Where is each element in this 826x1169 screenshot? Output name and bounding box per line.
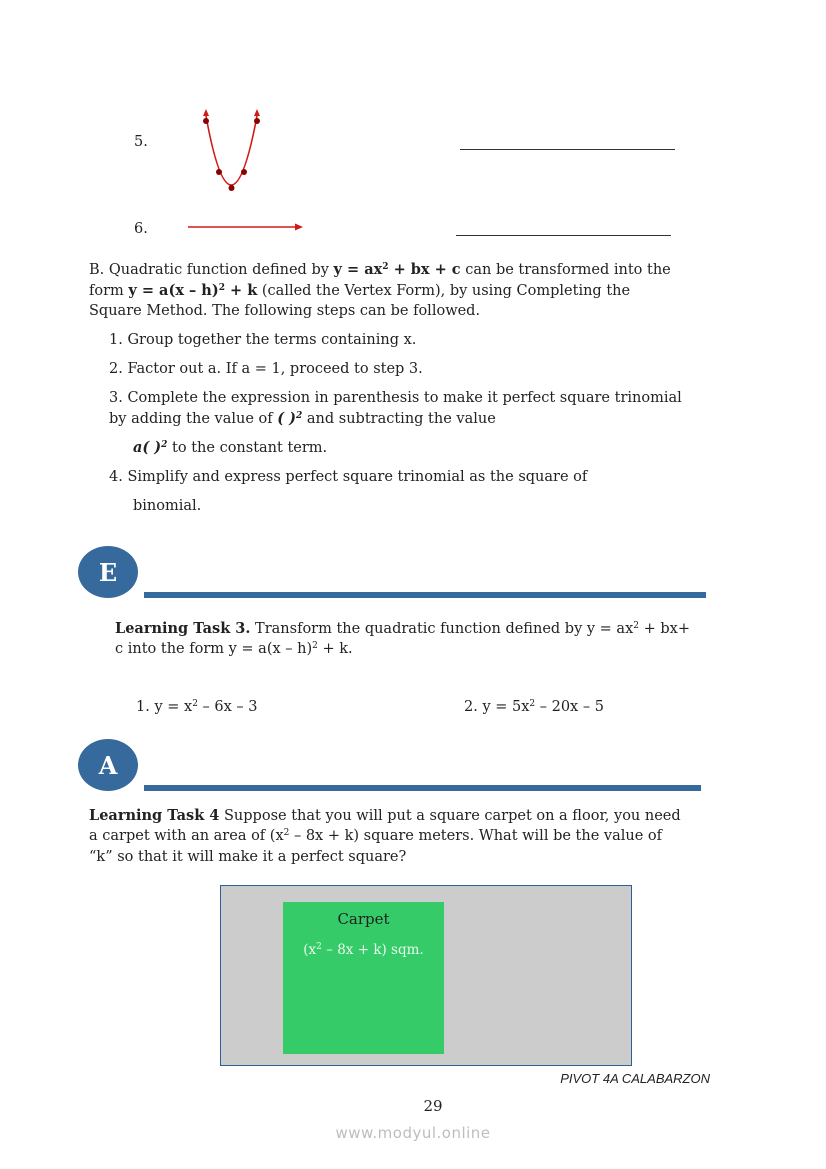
step-2: 2. Factor out a. If a = 1, proceed to step 3. bbox=[109, 361, 423, 377]
watermark: www.modyul.online bbox=[335, 1124, 491, 1142]
footer-region: PIVOT 4A CALABARZON bbox=[560, 1071, 710, 1086]
learning-task-4-line-2: a carpet with an area of $(x^2 - 8x + k)$ square meters. What will be the value of bbox=[89, 828, 662, 844]
answer-line-6[interactable] bbox=[456, 235, 671, 236]
problem-2: 2. $y = 5x^2 - 20x - 5$ bbox=[464, 699, 604, 715]
step-3-line-1: 3. Complete the expression in parenthesis to make it perfect square trinomial bbox=[109, 390, 682, 406]
section-e-divider bbox=[144, 592, 706, 598]
parabola-graph bbox=[196, 104, 268, 196]
carpet-title: Carpet bbox=[337, 910, 390, 928]
section-a-divider bbox=[144, 785, 701, 791]
answer-line-5[interactable] bbox=[460, 149, 675, 150]
step-3-line-2: by adding the value of ( )$^2$ and subtracting the value bbox=[109, 410, 496, 427]
item-6-number: 6. bbox=[134, 221, 148, 237]
section-b-line-1: B. Quadratic function defined by $y = ax^2$ + bx + c can be transformed into the bbox=[89, 261, 671, 278]
learning-task-4-line-1: Learning Task 4 Suppose that you will put a square carpet on a floor, you need bbox=[89, 807, 681, 824]
step-3-line-3: a( )$^2$ to the constant term. bbox=[133, 439, 328, 456]
item-5-number: 5. bbox=[134, 134, 148, 150]
problem-1: 1. $y = x^2 - 6x - 3$ bbox=[136, 699, 258, 715]
learning-task-3-line-1: Learning Task 3. Transform the quadratic function defined by $y = ax^2 + bx+$ bbox=[115, 620, 690, 637]
ray-graph bbox=[186, 220, 306, 234]
page-number: 29 bbox=[423, 1097, 443, 1115]
step-4-line-1: 4. Simplify and express perfect square trinomial as the square of bbox=[109, 469, 588, 485]
step-4-line-2: binomial. bbox=[133, 498, 202, 514]
section-a-badge: A bbox=[78, 739, 138, 791]
section-e-badge: E bbox=[78, 546, 138, 598]
carpet-area: $(x^2 - 8x + k)$ sqm. bbox=[303, 942, 424, 958]
section-b-line-2: form y = a(x – h)$^2$ + k (called the Vertex Form), by using Completing the bbox=[89, 282, 631, 299]
step-1: 1. Group together the terms containing x. bbox=[109, 332, 417, 348]
section-b-line-3: Square Method. The following steps can be followed. bbox=[89, 303, 481, 319]
learning-task-4-line-3: “k” so that it will make it a perfect square? bbox=[89, 849, 407, 865]
learning-task-3-line-2: c into the form y = a(x – h)$^2$ + k. bbox=[115, 641, 353, 657]
